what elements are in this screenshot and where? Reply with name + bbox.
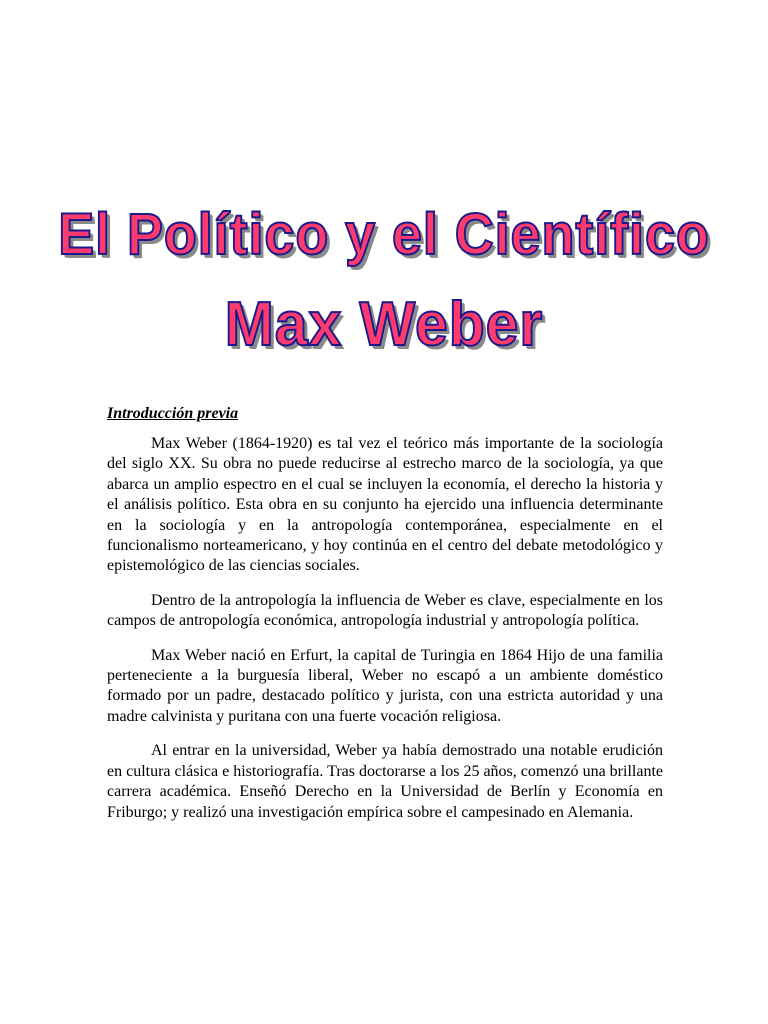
paragraph-4: Al entrar en la universidad, Weber ya había demostrado una notable erudición en cultura clásica e historiografía. Tras doctorarse a los 25 años, comenzó una brillante carrera académica. Enseñó Derecho en la Universidad de Berlín y Economía en Friburgo; y realizó una investigación empírica sobre el campesinado en Alemania. — [107, 742, 663, 821]
paragraph-1: Max Weber (1864-1920) es tal vez el teórico más importante de la sociología del siglo XX. Su obra no puede reducirse al estrecho marco de la sociología, ya que abarca un amplio espectro en el cual se incluyen la economía, el derecho la historia y el análisis político. Esta obra en su conjunto ha ejercido una influencia determinante en la sociología y en la antropología contemporánea, especialmente en el funcionalismo norteamericano, y hoy continúa en el centro del debate metodológico y epistemológico de las ciencias sociales. — [107, 435, 663, 575]
section-heading: Introducción previa — [107, 405, 239, 422]
title-line-2: Max Weber — [19, 288, 749, 362]
document-body — [107, 404, 663, 837]
paragraph-3: Max Weber nació en Erfurt, la capital de Turingia en 1864 Hijo de una familia perteneciente a la burguesía liberal, Weber no escapó a un ambiente doméstico formado por un padre, destacado político y jurista, con una estricta autoridad y una madre calvinista y puritana con una fuerte vocación religiosa. — [107, 646, 663, 725]
paragraph-2: Dentro de la antropología la influencia de Weber es clave, especialmente en los campos de antropología económica, antropología industrial y antropología política. — [107, 591, 663, 630]
title-line-1: El Político y el Científico — [27, 200, 741, 270]
